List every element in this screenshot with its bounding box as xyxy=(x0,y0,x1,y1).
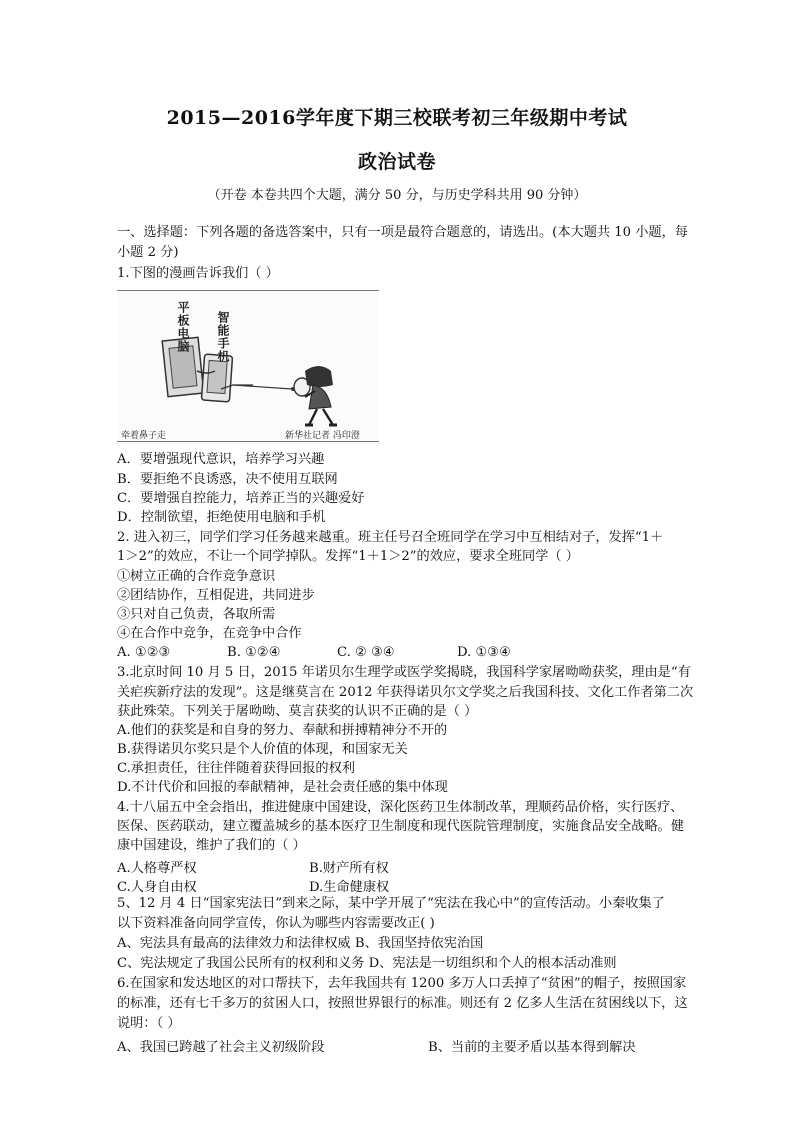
q3-stem: 3.北京时间 10 月 5 日，2015 年诺贝尔生理学或医学奖揭晓，我国科学家屠呦呦获奖，理由是“有 xyxy=(117,665,691,680)
q1-option-c: C．要增强自控能力，培养正当的兴趣爱好 xyxy=(117,491,365,506)
cartoon-caption: 牵着鼻子走 xyxy=(121,431,167,441)
phone-label: 智能手机 xyxy=(216,311,230,363)
exam-note: （开卷 本卷共四个大题，满分 50 分，与历史学科共用 90 分钟） xyxy=(207,188,587,203)
q4-option-d: D.生命健康权 xyxy=(309,880,390,895)
q6-stem-end: 说明：（ ） xyxy=(117,1016,181,1031)
q5-options-cd: C、宪法规定了我国公民所有的权利和义务 D、宪法是一切组织和个人的根本活动准则 xyxy=(117,956,617,971)
exam-subject: 政治试卷 xyxy=(357,151,436,173)
section-instruction: 一、选择题：下列各题的备选答案中，只有一项是最符合题意的，请选出。(本大题共 10 小题，每 xyxy=(117,225,688,240)
q4-stem-cont: 医保、医药联动，建立覆盖城乡的基本医疗卫生制度和现代医院管理制度，实施食品安全战略。健 xyxy=(117,819,685,834)
section-instruction-cont: 小题 2 分) xyxy=(117,245,179,260)
q1-option-d: D．控制欲望，拒绝使用电脑和手机 xyxy=(117,510,326,525)
q6-option-b: B、当前的主要矛盾以基本得到解决 xyxy=(428,1040,636,1055)
q5-stem-cont: 以下资料准备向同学宣传，你认为哪些内容需要改正( ) xyxy=(117,916,435,931)
q5-options-ab: A、宪法具有最高的法律效力和法律权威 B、我国坚持依宪治国 xyxy=(117,936,484,951)
q2-item-1: ①树立正确的合作竞争意识 xyxy=(117,569,276,584)
q2-item-4: ④在合作中竞争，在竞争中合作 xyxy=(117,626,302,641)
q4-option-b: B.财产所有权 xyxy=(309,861,389,876)
q4-option-c: C.人身自由权 xyxy=(117,880,197,895)
q2-option-d: D. ①③④ xyxy=(457,645,511,660)
q4-stem: 4.十八届五中全会指出，推进健康中国建设，深化医药卫生体制改革，理顺药品价格，实行医疗、 xyxy=(117,800,684,815)
cartoon-drawing xyxy=(117,291,379,441)
q2-item-3: ③只对自己负责，各取所需 xyxy=(117,607,276,622)
cartoon-credit: 新华社记者 冯印澄 xyxy=(285,431,360,441)
q2-option-a: A. ①②③ xyxy=(117,645,171,660)
q3-option-a: A.他们的获奖是和自身的努力、奉献和拼搏精神分不开的 xyxy=(117,723,448,738)
exam-title: 2015—2016学年度下期三校联考初三年级期中考试 xyxy=(166,107,628,129)
q3-option-d: D.不计代价和回报的奉献精神，是社会责任感的集中体现 xyxy=(117,780,448,795)
q2-option-c: C. ② ③④ xyxy=(337,645,395,660)
q1-option-b: B．要拒绝不良诱惑，决不使用互联网 xyxy=(117,472,338,487)
q3-stem-end: 获此殊荣。下列关于屠呦呦、莫言获奖的认识不正确的是（ ） xyxy=(117,704,478,719)
q3-option-b: B.获得诺贝尔奖只是个人价值的体现，和国家无关 xyxy=(117,742,408,757)
q2-stem-cont: 1＞2”的效应，不让一个同学掉队。发挥“1＋1＞2”的效应，要求全班同学（ ） xyxy=(117,549,579,564)
q1-cartoon xyxy=(117,290,379,442)
tablet-label: 平板电脑 xyxy=(176,301,190,353)
q6-stem: 6.在国家和发达地区的对口帮扶下，去年我国共有 1200 多万人口丢掉了“贫困”的帽子，按照国家 xyxy=(117,976,687,991)
q5-stem: 5、12 月 4 日“国家宪法日”到来之际，某中学开展了“宪法在我心中”的宣传活动。小秦收集了 xyxy=(117,896,665,911)
q3-stem-cont: 关疟疾新疗法的发现”。这是继莫言在 2012 年获得诺贝尔文学奖之后我国科技、文化工作者第二次 xyxy=(117,685,694,700)
q6-option-a: A、我国已跨越了社会主义初级阶段 xyxy=(117,1040,325,1055)
q3-option-c: C.承担责任，往往伴随着获得回报的权利 xyxy=(117,761,355,776)
q1-option-a: A．要增强现代意识，培养学习兴趣 xyxy=(117,452,325,467)
q6-stem-cont: 的标准，还有七千多万的贫困人口，按照世界银行的标准。则还有 2 亿多人生活在贫困线以下，这 xyxy=(117,996,688,1011)
q2-stem: 2. 进入初三，同学们学习任务越来越重。班主任号召全班同学在学习中互相结对子，发挥“1＋ xyxy=(117,530,664,545)
q2-item-2: ②团结协作，互相促进，共同进步 xyxy=(117,588,315,603)
q2-option-b: B. ①②④ xyxy=(227,645,281,660)
q1-stem: 1.下图的漫画告诉我们（ ） xyxy=(117,266,279,281)
q4-option-a: A.人格尊严权 xyxy=(117,861,197,876)
q4-stem-end: 康中国建设，维护了我们的（ ） xyxy=(117,838,306,853)
